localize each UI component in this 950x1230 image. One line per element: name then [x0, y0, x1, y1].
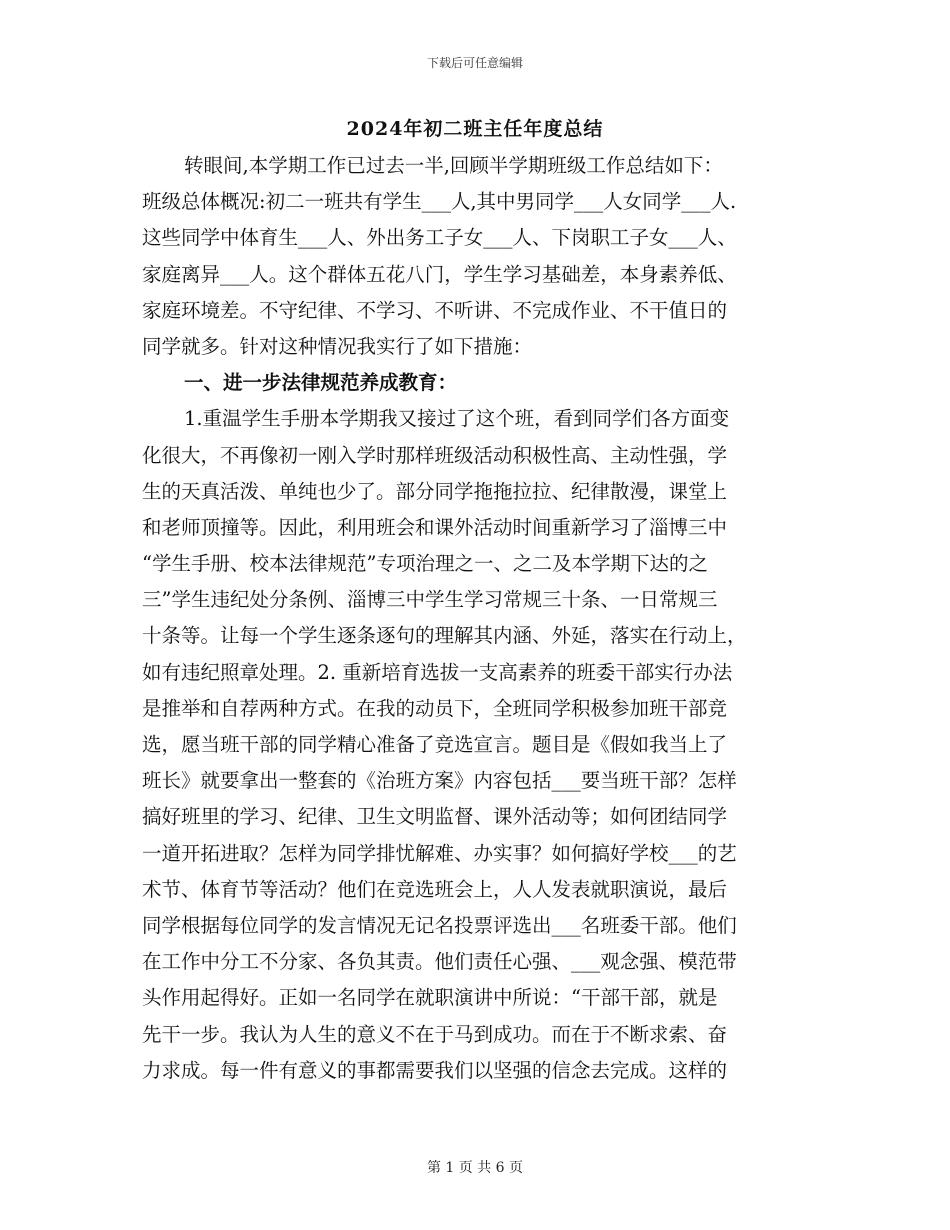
section-heading: 一、进一步法律规范养成教育： [184, 371, 458, 395]
paragraph-line: 搞好班里的学习、纪律、卫生文明监督、课外活动等；如何团结同学 [142, 805, 728, 829]
paragraph-line: 同学就多。针对这种情况我实行了如下措施： [142, 334, 533, 358]
document-body [142, 148, 808, 1089]
paragraph-line: 术节、体育节等活动？他们在竞选班会上，人人发表就职演说，最后 [142, 877, 728, 901]
paragraph-line: 生的天真活泼、单纯也少了。部分同学拖拖拉拉、纪律散漫，课堂上 [142, 479, 728, 503]
paragraph-line: “学生手册、校本法律规范”专项治理之一、之二及本学期下达的之 [142, 552, 708, 576]
paragraph-line: 在工作中分工不分家、各负其责。他们责任心强、___观念强、模范带 [142, 950, 737, 974]
paragraph-line: 这些同学中体育生___人、外出务工子女___人、下岗职工子女___人、 [142, 226, 737, 250]
paragraph-line: 如有违纪照章处理。2. 重新培育选拔一支高素养的班委干部实行办法 [142, 660, 733, 684]
paragraph-line: 选，愿当班干部的同学精心准备了竞选宣言。题目是《假如我当上了 [142, 733, 728, 756]
paragraph-line: 同学根据每位同学的发言情况无记名投票评选出___名班委干部。他们 [142, 913, 737, 937]
paragraph-line: 家庭离异___人。这个群体五花八门，学生学习基础差，本身素养低、 [142, 262, 737, 286]
paragraph-line: 先干一步。我认为人生的意义不在于马到成功。而在于不断求索、奋 [142, 1022, 728, 1046]
paragraph-line: 三”学生违纪处分条例、淄博三中学生学习常规三十条、一日常规三 [142, 588, 718, 612]
paragraph-line: 和老师顶撞等。因此，利用班会和课外活动时间重新学习了淄博三中 [142, 515, 728, 539]
paragraph-line: 十条等。让每一个学生逐条逐句的理解其内涵、外延，落实在行动上， [142, 624, 747, 648]
paragraph-line: 家庭环境差。不守纪律、不学习、不听讲、不完成作业、不干值日的 [142, 298, 728, 322]
paragraph-line: 头作用起得好。正如一名同学在就职演讲中所说：“干部干部，就是 [142, 986, 718, 1010]
document-title: 2024年初二班主任年度总结 [346, 118, 604, 140]
paragraph-line: 班长》就要拿出一整套的《治班方案》内容包括___要当班干部？怎样 [142, 769, 737, 793]
paragraph-line: 班级总体概况:初二一班共有学生___人,其中男同学___人女同学___人. [142, 190, 737, 214]
paragraph-line: 一道开拓进取？怎样为同学排忧解难、办实事？如何搞好学校___的艺 [142, 841, 737, 865]
paragraph-line: 力求成。每一件有意义的事都需要我们以坚强的信念去完成。这样的 [142, 1058, 728, 1082]
paragraph-line: 化很大，不再像初一刚入学时那样班级活动积极性高、主动性强，学 [142, 443, 728, 467]
paragraph-line: 转眼间,本学期工作已过去一半,回顾半学期班级工作总结如下： [184, 154, 723, 177]
paragraph-line: 1.重温学生手册本学期我又接过了这个班，看到同学们各方面变 [184, 407, 730, 431]
header-note: 下载后可任意编辑 [426, 56, 523, 70]
paragraph-line: 是推举和自荐两种方式。在我的动员下，全班同学积极参加班干部竞 [142, 696, 728, 720]
page-number-footer: 第 1 页 共 6 页 [426, 1160, 524, 1176]
